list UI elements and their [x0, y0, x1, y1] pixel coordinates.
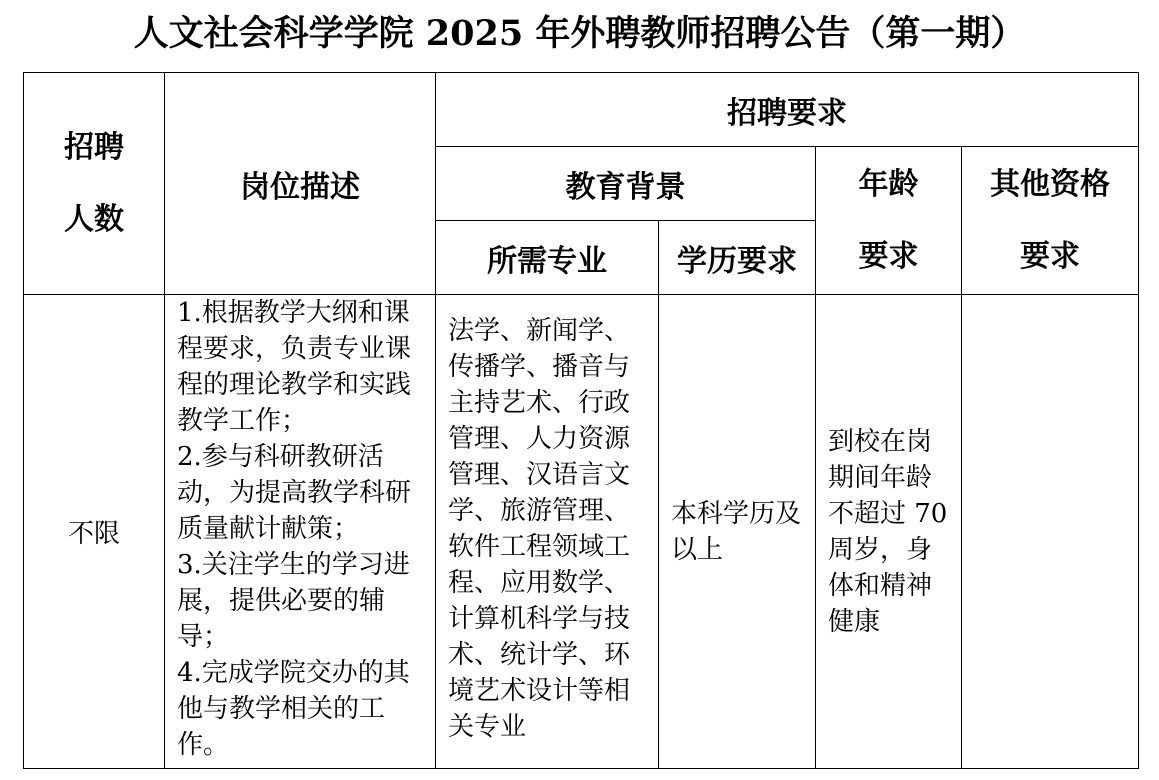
header-count-line2: 人数	[64, 201, 124, 237]
header-education: 教育背景	[436, 147, 816, 221]
header-requirements: 招聘要求	[436, 73, 1139, 147]
header-age-line2: 要求	[858, 238, 919, 274]
header-description: 岗位描述	[165, 73, 436, 295]
header-other-line1: 其他资格	[990, 166, 1110, 202]
header-age	[816, 147, 962, 295]
header-count	[24, 73, 165, 295]
cell-age: 到校在岗期间年龄不超过 70 周岁，身体和精神健康	[816, 295, 962, 769]
cell-degree: 本科学历及以上	[659, 295, 816, 769]
page-title: 人文社会科学学院 2025 年外聘教师招聘公告（第一期）	[133, 13, 1026, 54]
header-count-line1: 招聘	[64, 129, 124, 165]
header-row-1	[24, 73, 1139, 147]
table-row	[24, 295, 1139, 769]
cell-major: 法学、新闻学、传播学、播音与主持艺术、行政管理、人力资源管理、汉语言文学、旅游管理、软件工程领域工程、应用数学、计算机科学与技术、统计学、环境艺术设计等相关专业	[436, 295, 659, 769]
header-major: 所需专业	[436, 221, 659, 295]
description-item-3: 3.关注学生的学习进展，提供必要的辅导；	[177, 550, 410, 652]
header-age-line1: 年龄	[858, 166, 919, 202]
header-other	[962, 147, 1139, 295]
description-item-1: 1.根据教学大纲和课程要求，负责专业课程的理论教学和实践教学工作；	[177, 298, 412, 436]
header-other-line2: 要求	[1020, 238, 1080, 274]
description-item-2: 2.参与科研教研活动，为提高教学科研质量献计献策；	[177, 442, 412, 544]
cell-other	[962, 295, 1139, 769]
cell-count: 不限	[24, 295, 165, 769]
cell-description	[165, 295, 436, 769]
recruitment-table	[23, 72, 1139, 769]
description-item-4: 4.完成学院交办的其他与教学相关的工作。	[177, 658, 410, 760]
header-degree: 学历要求	[659, 221, 816, 295]
